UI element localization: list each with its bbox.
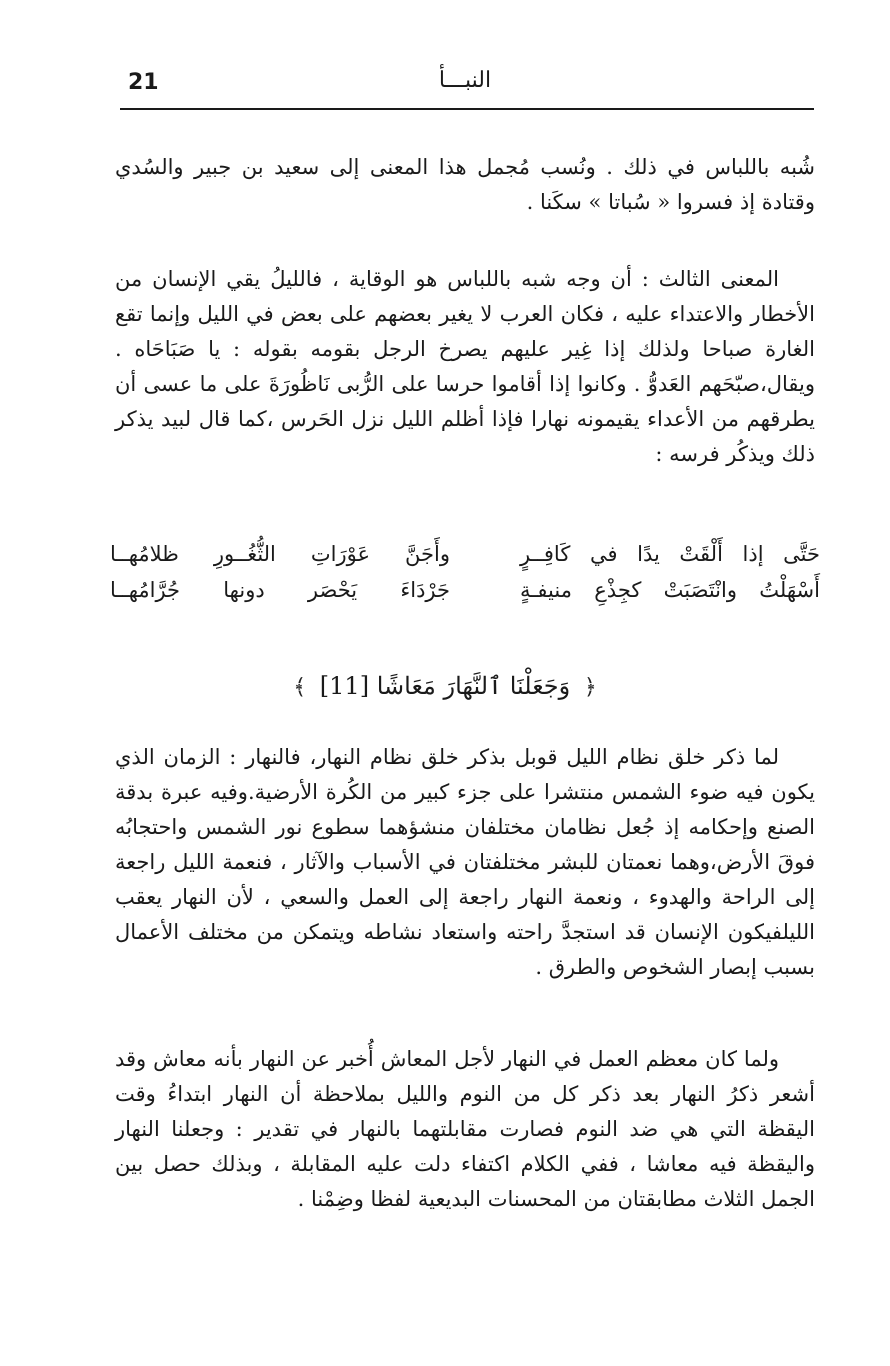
paragraph-3 <box>115 740 815 985</box>
quran-verse-heading <box>0 666 890 708</box>
verse-line-1-first-hemistich: حَتَّى إذا أَلْقَتْ يدًا في كَافِــرٍ <box>520 542 820 566</box>
verse-number: [11] <box>319 672 370 700</box>
verse-line-2-second-hemistich: جَرْدَاءَ يَحْصَر دونها جُرَّامُهــا <box>110 578 450 602</box>
page-number: 21 <box>128 70 159 95</box>
verse-line-2-first-hemistich: أَسْهَلْتُ وانْتَصَبَتْ كجِذْعِ منيفـةٍ <box>520 578 820 602</box>
paragraph-3-text: لما ذكر خلق نظام الليل قوبل بذكر خلق نظام النهار، فالنهار : الزمان الذي يكون فيه ضوء الشمس منتشرا على جزء كبير من الكُرة الأرضية.وفيه عبرة بدقة الصنع وإحكامه إذ جُعل نظامان مختلفان منشؤهما سطوع نور الشمس واحتجابُه فوقَ الأرض،وهما نعمتان للبشر مختلفتان في الأسباب والآثار ، فنعمة الليل راجعة إلى الراحة والهدوء ، ونعمة النهار راجعة إلى العمل والسعي ، لأن النهار يعقب الليلفيكون الإنسان قد استجدَّ راحته واستعاد نشاطه ويتمكن من مختلف الأعمال بسبب إبصار الشخوص والطرق . <box>115 745 815 979</box>
page-header <box>118 66 812 106</box>
verse-line-2 <box>110 572 820 608</box>
ornate-bracket-close-icon: ﴾ <box>293 675 307 700</box>
paragraph-4 <box>115 1042 815 1217</box>
verse-line-1 <box>110 536 820 572</box>
quran-verse-text: وَجَعَلْنَا ٱلنَّهَارَ مَعَاشًا <box>376 672 571 700</box>
header-rule <box>120 108 814 110</box>
paragraph-1-text: شُبه باللباس في ذلك . ونُسب مُجمل هذا المعنى إلى سعيد بن جبير والسُدي وقتادة إذ فسروا « سُباتا » سكَنا . <box>115 155 815 214</box>
paragraph-4-text: ولما كان معظم العمل في النهار لأجل المعاش أُخبر عن النهار بأنه معاش وقد أشعر ذكرُ النهار بعد ذكر كل من النوم والليل بملاحظة أن النهار ابتداءُ وقت اليقظة التي هي ضد النوم فصارت مقابلتهما بالنهار في تقدير : وجعلنا النهار واليقظة فيه معاشا ، ففي الكلام اكتفاء دلت عليه المقابلة ، وبذلك حصل بين الجمل الثلاث مطابقتان من المحسنات البديعية لفظا وضِمْنا . <box>115 1047 815 1211</box>
ornate-bracket-open-icon: ﴿ <box>583 675 597 700</box>
paragraph-2 <box>115 262 815 472</box>
poetry-verse <box>110 536 820 616</box>
paragraph-1 <box>115 150 815 220</box>
paragraph-2-text: المعنى الثالث : أن وجه شبه باللباس هو الوقاية ، فالليلُ يقي الإنسان من الأخطار والاعتداء عليه ، فكان العرب لا يغير بعضهم على بعض في الليل وإنما تقع الغارة صباحا ولذلك إذا غِير عليهم يصرخ الرجل بقومه بقوله : يا صَبَاحَاه . ويقال،صبّحَهم العَدوُّ . وكانوا إذا أقاموا حرسا على الرُّبى نَاظُورَةَ على ما عسى أن يطرقهم من الأعداء يقيمونه نهارا فإذا أظلم الليل نزل الحَرس ،كما قال لبيد يذكر ذلك ويذكُر فرسه : <box>115 267 816 466</box>
running-title: النبـــأ <box>438 68 492 93</box>
verse-line-1-second-hemistich: وأَجَنَّ عَوْرَاتِ الثُّغُــورِ ظلامُهــا <box>110 542 450 566</box>
